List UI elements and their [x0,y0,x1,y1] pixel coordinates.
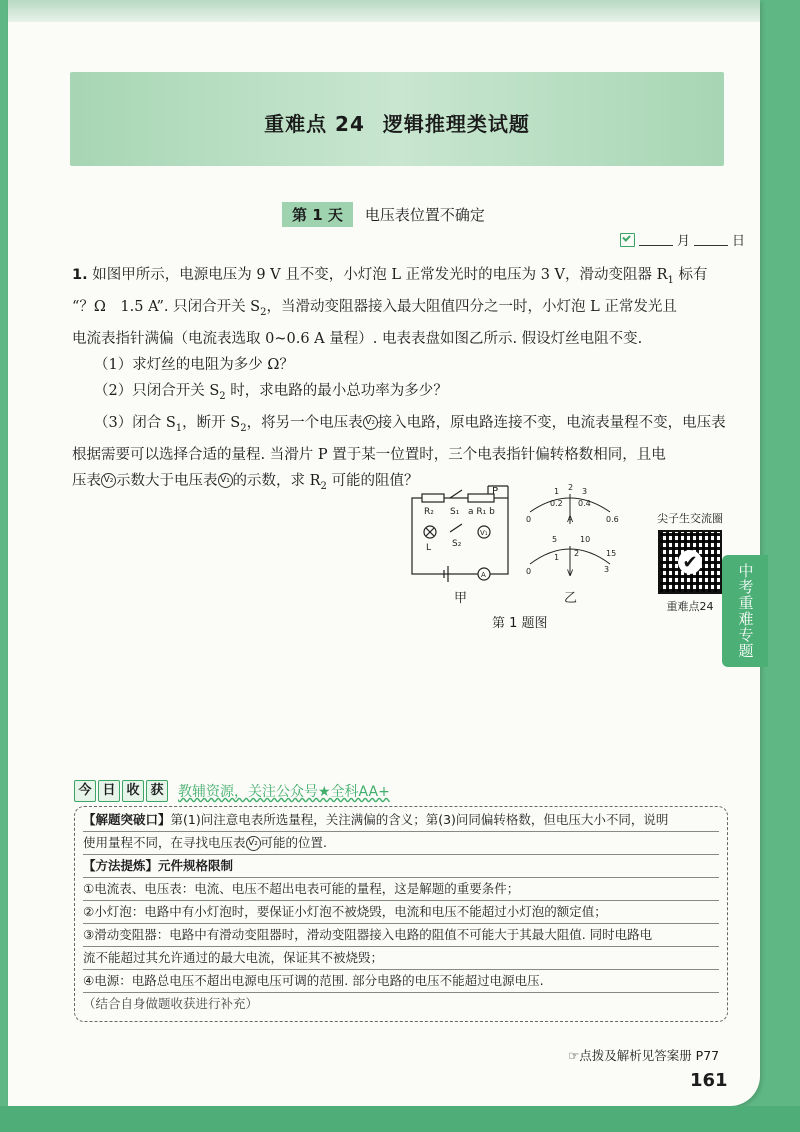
v-tick-1: 5 [552,535,558,544]
qr-block [649,510,731,614]
sub-question-2 [72,378,732,410]
qr-bottom-label: 重难点24 [666,600,714,613]
title-part1: 重难点 24 [264,111,365,136]
sub-question-1: （1）求灯丝的电阻为多少 Ω？ [94,356,294,373]
label-p: P [492,486,499,497]
a-tick-0: 0 [526,515,532,524]
day-label: 日 [732,234,746,249]
harvest-text: 使用量程不同，在寻找电压表 [83,835,246,850]
question-text: （2）只闭合开关 S [94,382,220,399]
label-jia: 甲 [454,591,468,606]
label-yi: 乙 [564,591,578,606]
voltmeter-v2-symbol: V₂ [246,836,261,851]
label-l: L [426,543,432,553]
question-1 [72,262,732,499]
harvest-line [83,832,719,855]
harvest-text: 第(1)问注意电表所选量程，关注满偏的含义；第(3)问同偏转格数，但电压大小不同，说明 [170,812,669,827]
a-tick-3: 0.6 [606,515,619,524]
harvest-char: 今 [74,780,96,802]
voltmeter-v2-symbol: V₂ [363,415,378,430]
question-text: 时，求电路的最小总功率为多少？ [225,382,448,399]
method-label: 【方法提炼】 [83,858,159,873]
question-text: 接入电路，原电路连接不变，电流表量程不变，电压表 [377,414,726,431]
a-unit: A [567,515,574,525]
question-text: （3）闭合 S [94,414,176,431]
rheostat-r1 [468,494,494,502]
question-number: 1. [72,267,88,283]
side-tab[interactable] [722,555,768,667]
subscript: 2 [240,422,247,434]
qr-code-icon[interactable] [658,530,722,594]
title-banner [70,72,724,166]
page [8,0,760,1106]
harvest-header [74,778,728,804]
harvest-line [83,855,719,878]
question-text: 示数大于电压表 [116,472,218,489]
question-text: “？Ω 1.5 A”. 只闭合开关 S [72,298,261,315]
v-inner-1: 1 [554,553,560,562]
question-text: 如图甲所示，电源电压为 9 V 且不变，小灯泡 L 正常发光时的电压为 3 V，滑动变阻器 R [92,267,668,283]
v-inner-3: 3 [604,565,610,574]
ammeter-ticks [526,484,619,525]
month-blank[interactable] [639,233,673,246]
harvest-line [83,809,719,832]
harvest-item-4: ④电源：电路总电压不超出电源电压可调的范围. 部分电路的电压不能超过电源电压. [83,970,719,993]
subscript: 2 [219,390,226,402]
page-title [264,108,530,137]
harvest-item-3a: ③滑动变阻器：电路中有滑动变阻器时，滑动变阻器接入电路的阻值不可能大于其最大阻值. 同时电路电 [83,924,719,947]
harvest-char: 日 [98,780,120,802]
label-s1: S₁ [450,507,460,517]
voltmeter-ticks [526,535,616,579]
method-title: 元件规格限制 [158,858,234,873]
day-topic: 电压表位置不确定 [364,205,485,224]
question-line: 根据需要可以选择合适的量程. 当滑片 P 置于某一位置时，三个电表指针偏转格数相同，且电 [72,446,666,463]
sub-question-3 [72,410,732,442]
figure-sublabels [454,591,577,606]
v-inner-2: 2 [574,549,580,558]
check-icon: ✔ [678,550,702,574]
day-blank[interactable] [694,233,728,246]
calendar-check-icon [620,233,635,247]
harvest-note[interactable]: （结合自身做题收获进行补充） [83,996,259,1011]
qr-top-label: 尖子生交流圈 [657,512,723,525]
subscript: 1 [175,422,183,434]
question-line [72,262,732,294]
v-tick-3: 15 [606,549,617,558]
harvest-char: 获 [146,780,168,802]
question-text: 可能的阻值？ [326,472,419,489]
switch-s1 [450,490,462,498]
label-arb: a R₁ b [468,507,495,517]
page-number: 161 [690,1070,728,1091]
question-text: 的示数，求 R [232,472,321,489]
question-line [72,294,732,326]
a-inner-3: 3 [582,487,588,496]
label-v1: V₁ [480,529,488,537]
daily-harvest-section [74,778,728,1028]
date-line [620,230,745,249]
question-text: ，将另一个电压表 [246,414,363,431]
harvest-text: 可能的位置. [260,835,327,850]
a-tick-1: 0.2 [550,499,563,508]
circuit-diagram-jia [412,486,508,582]
question-text: ，断开 S [182,414,241,431]
a-tick-2: 0.4 [578,499,591,508]
top-strip [8,0,760,22]
question-line: 电流表指针满偏（电流表选取 0~0.6 A 量程）. 电表表盘如图乙所示. 假设灯丝电阻不变. [72,330,643,347]
question-text: 标有 [673,267,708,283]
day-header [282,200,485,228]
label-r2: R₂ [424,507,434,517]
harvest-item-1: ①电流表、电压表：电流、电压不超出电表可能的量程，这是解题的重要条件； [83,878,719,901]
resistor-r2 [422,494,444,502]
harvest-char: 收 [122,780,144,802]
subscript: 2 [320,480,327,492]
day-badge: 第 1 天 [282,202,353,227]
a-inner-1: 1 [554,487,560,496]
v-tick-0: 0 [526,567,532,576]
subscript: 1 [667,274,674,286]
title-part2: 逻辑推理类试题 [382,111,530,136]
answer-reference: ☞点拨及解析见答案册 P77 [568,1048,720,1063]
breakthrough-label: 【解题突破口】 [83,812,171,827]
watermark-text: 教辅资源，关注公众号★全科AA+ [178,784,390,800]
question-text: ，当滑动变阻器接入最大阻值四分之一时，小灯泡 L 正常发光且 [266,298,677,315]
v-tick-2: 10 [580,535,591,544]
v-unit: V [567,569,574,579]
voltmeter-v2-symbol: V₂ [101,473,116,488]
switch-s2 [450,524,462,532]
figure-caption: 第 1 题图 [492,616,548,631]
page-edge [0,1106,800,1132]
label-s2: S₂ [452,539,462,549]
subscript: 2 [260,306,267,318]
harvest-item-3b: 流不能超过其允许通过的最大电流，保证其不被烧毁； [83,947,719,970]
label-a: A [481,571,486,579]
month-label: 月 [677,234,691,249]
harvest-box [74,806,728,1022]
voltmeter-v1-symbol: V₁ [218,473,233,488]
question-text: 压表 [72,472,101,489]
side-tab-label: 中考重难专题 [736,563,755,659]
a-inner-2: 2 [568,484,574,492]
harvest-item-2: ②小灯泡：电路中有小灯泡时，要保证小灯泡不被烧毁，电流和电压不能超过小灯泡的额定值； [83,901,719,924]
